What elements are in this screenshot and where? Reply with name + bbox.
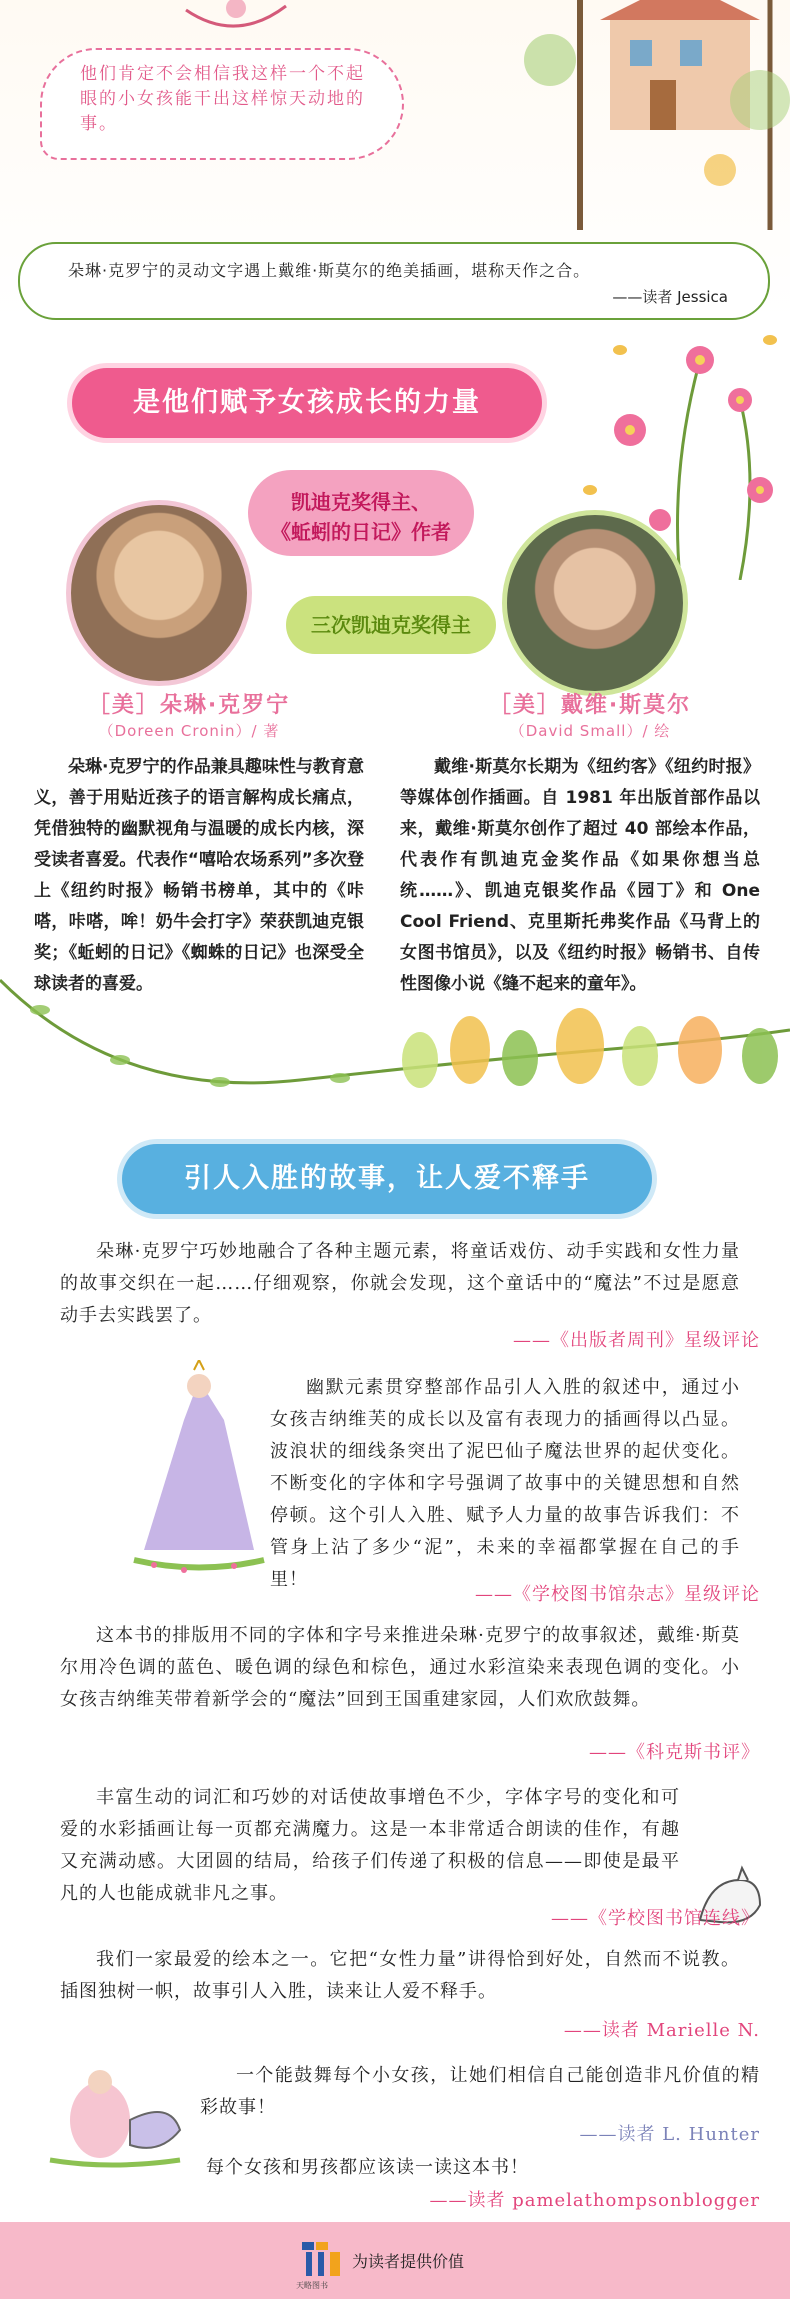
review-source: ——《出版者周刊》星级评论 — [513, 1330, 760, 1351]
illustrator-name: ［美］戴维·斯莫尔 — [488, 693, 692, 718]
girl-dragon-illustration — [40, 2060, 190, 2170]
review-text: 每个女孩和男孩都应该读一读这本书！ — [206, 2157, 529, 2178]
review-text: 丰富生动的词汇和巧妙的对话使故事增色不少，字体字号的变化和可爱的水彩插画让每一页都充满魔力。这是一本非常适合朗读的佳作，有趣又充满动感。大团圆的结局，给孩子们传递了积极的信息——即使是最平凡的人也能成就非凡之事。 — [60, 1787, 680, 1904]
review-text: 朵琳·克罗宁巧妙地融合了各种主题元素，将童话戏仿、动手实践和女性力量的故事交织在一起……仔细观察，你就会发现，这个童话中的“魔法”不过是愿意动手去实践罢了。 — [60, 1241, 740, 1326]
author-bio: 朵琳·克罗宁的作品兼具趣味性与教育意义，善于用贴近孩子的语言解构成长痛点，凭借独特的幽默视角与温暖的成长内核，深受读者喜爱。代表作“嘻哈农场系列”多次登上《纽约时报》畅销书榜单，其中的《咔嗒，咔嗒，哞！奶牛会打字》荣获凯迪克银奖；《蚯蚓的日记》《蜘蛛的日记》也深受全球读者的喜爱。 — [34, 757, 364, 994]
review-text: 一个能鼓舞每个小女孩，让她们相信自己能创造非凡价值的精彩故事！ — [200, 2065, 760, 2118]
trees-illustration — [380, 1000, 790, 1100]
section-banner-reviews — [122, 1144, 652, 1214]
award-badge-illustrator-text: 三次凯迪克奖得主 — [311, 613, 471, 637]
girl-sketch-illustration — [176, 0, 296, 40]
review-source: ——《学校图书馆连线》 — [551, 1908, 760, 1929]
footer-tagline: 为读者提供价值 — [352, 2252, 465, 2271]
award-badge-author — [248, 470, 474, 556]
section-banner-reviews-text: 引人入胜的故事，让人爱不释手 — [184, 1163, 590, 1194]
illustrator-portrait — [502, 510, 688, 696]
author-original-name: （Doreen Cronin）/ 著 — [98, 722, 280, 740]
footer-brand: 天略图书 — [296, 2281, 328, 2290]
footer-bar — [0, 2222, 790, 2299]
review-text: 这本书的排版用不同的字体和字号来推进朵琳·克罗宁的故事叙述，戴维·斯莫尔用冷色调的蓝色、暖色调的绿色和棕色，通过水彩渲染来表现色调的变化。小女孩吉纳维芙带着新学会的“魔法”回到王国重建家园，人们欢欣鼓舞。 — [60, 1625, 740, 1710]
watercolor-scene-illustration — [520, 0, 790, 230]
award-badge-author-line1: 凯迪克奖得主、 — [291, 490, 431, 514]
review-source: ——《学校图书馆杂志》星级评论 — [475, 1584, 760, 1605]
princess-illustration — [124, 1360, 274, 1580]
review-text: 我们一家最爱的绘本之一。它把“女性力量”讲得恰到好处，自然而不说教。插图独树一帜，故事引人入胜，读来让人爱不释手。 — [60, 1949, 740, 2002]
author-portrait — [66, 500, 252, 686]
speech-bubble-text: 他们肯定不会相信我这样一个不起眼的小女孩能干出这样惊天动地的事。 — [80, 64, 365, 134]
review-source: ——读者 Marielle N. — [563, 2020, 760, 2041]
author-name: ［美］朵琳·克罗宁 — [87, 693, 291, 718]
section-banner-authors-text: 是他们赋予女孩成长的力量 — [133, 387, 481, 418]
publisher-logo — [300, 2240, 344, 2280]
review-text: 幽默元素贯穿整部作品引人入胜的叙述中，通过小女孩吉纳维芙的成长以及富有表现力的插画得以凸显。波浪状的细线条突出了泥巴仙子魔法世界的起伏变化。不断变化的字体和字号强调了故事中的关键思想和自然停顿。这个引人入胜、赋予人力量的故事告诉我们：不管身上沾了多少“泥”，未来的幸福都掌握在自己的手里！ — [270, 1377, 740, 1590]
review-source: ——《科克斯书评》 — [589, 1742, 760, 1763]
section-banner-authors — [72, 368, 542, 438]
award-badge-author-line2: 《蚯蚓的日记》作者 — [271, 520, 451, 544]
reader-quote-text: 朵琳·克罗宁的灵动文字遇上戴维·斯莫尔的绝美插画，堪称天作之合。 — [68, 261, 591, 280]
illustrator-bio: 戴维·斯莫尔长期为《纽约客》《纽约时报》等媒体创作插画。自 1981 年出版首部作品以来，戴维·斯莫尔创作了超过 40 部绘本作品，代表作有凯迪克金奖作品《如果你想当总统……》、凯迪克银奖作品《园丁》和 One Cool Friend、克里斯托弗奖作品《马背上的女图书馆员》，以及《纽约时报》畅销书、自传性图像小说《缝不起来的童年》。 — [400, 757, 760, 994]
illustrator-original-name: （David Small）/ 绘 — [509, 722, 671, 740]
reader-quote-attribution: ——读者 Jessica — [612, 288, 728, 306]
reader-quote-box — [18, 242, 770, 320]
review-source: ——读者 L. Hunter — [579, 2124, 760, 2145]
review-source: ——读者 pamelathompsonblogger — [429, 2190, 760, 2211]
award-badge-illustrator — [286, 596, 496, 654]
